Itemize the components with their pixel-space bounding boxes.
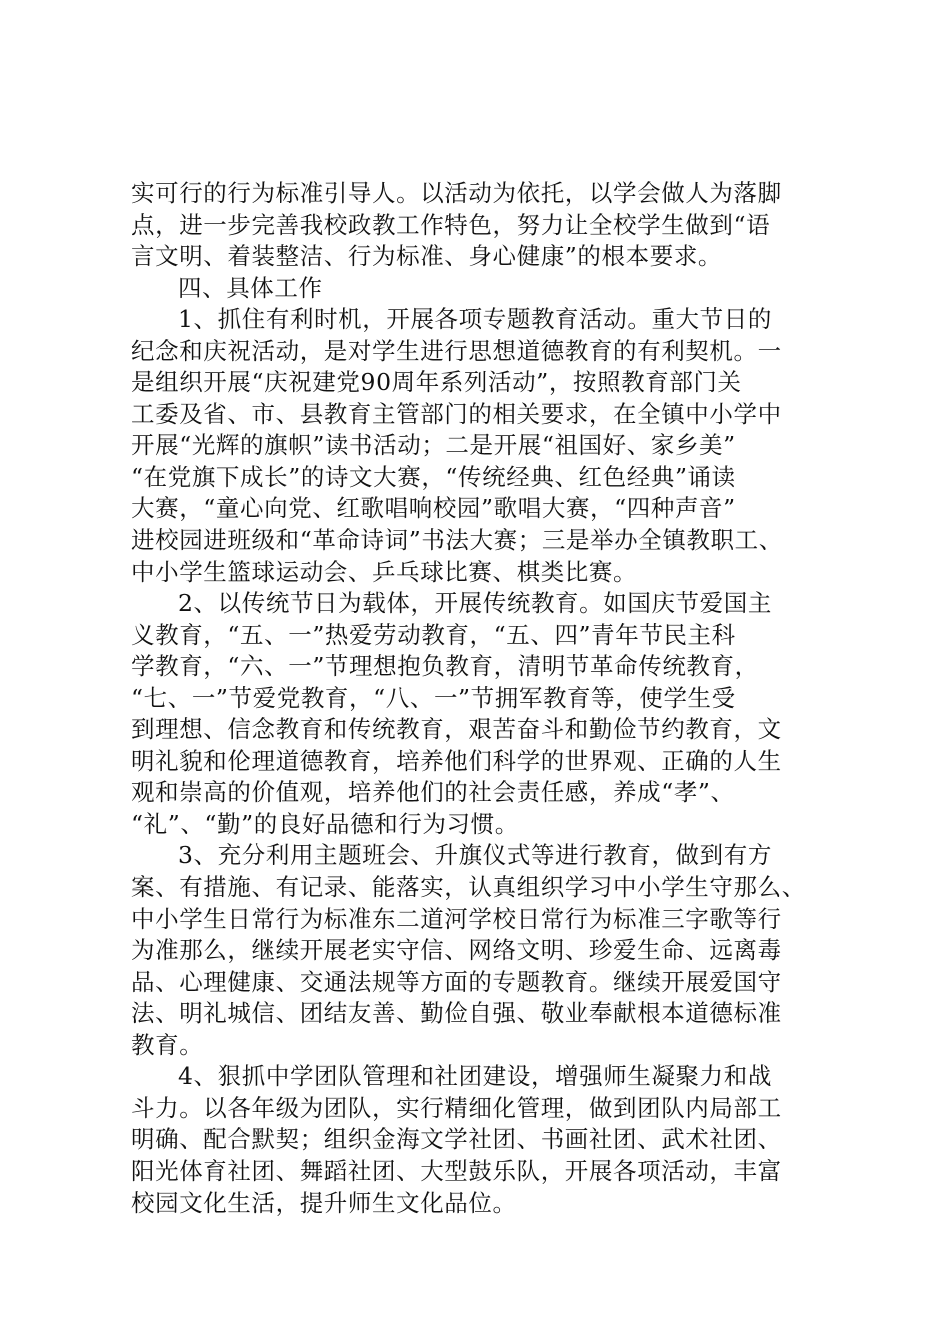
paragraph-2-start: 2、以传统节日为载体，开展传统教育。如国庆节爱国主	[178, 589, 772, 618]
paragraph-3-start: 3、充分利用主题班会、升旗仪式等进行教育，做到有方	[178, 841, 772, 870]
text-line: 学教育，“六、一”节理想抱负教育，清明节革命传统教育，	[131, 652, 759, 681]
document-body	[131, 178, 831, 1219]
text-line: 观和崇高的价值观，培养他们的社会责任感，养成“孝”、	[131, 778, 735, 807]
text-line: 到理想、信念教育和传统教育，艰苦奋斗和勤俭节约教育，文	[131, 715, 782, 744]
text-line: 教育。	[131, 1030, 204, 1059]
text-line: 案、有措施、有记录、能落实，认真组织学习中小学生守那么、	[131, 873, 806, 902]
text-line: “在党旗下成长”的诗文大赛，“传统经典、红色经典”诵读	[131, 462, 736, 491]
text-line: 斗力。以各年级为团队，实行精细化管理，做到团队内局部工	[131, 1093, 782, 1122]
text-line: “七、一”节爱党教育，“八、一”节拥军教育等，使学生受	[131, 683, 736, 712]
text-line: 义教育，“五、一”热爱劳动教育，“五、四”青年节民主科	[131, 620, 736, 649]
text-line: 校园文化生活，提升师生文化品位。	[131, 1188, 517, 1217]
paragraph-1-start: 1、抓住有利时机，开展各项专题教育活动。重大节日的	[178, 305, 772, 334]
text-line: 中小学生日常行为标准东二道河学校日常行为标准三字歌等行	[131, 904, 782, 933]
text-line: “礼”、“勤”的良好品德和行为习惯。	[131, 809, 519, 838]
text-line: 明确、配合默契；组织金海文学社团、书画社团、武术社团、	[131, 1125, 782, 1154]
text-line: 阳光体育社团、舞蹈社团、大型鼓乐队，开展各项活动，丰富	[131, 1156, 782, 1185]
text-line: 纪念和庆祝活动，是对学生进行思想道德教育的有利契机。一	[131, 336, 782, 365]
text-line: 进校园进班级和“革命诗词”书法大赛；三是举办全镇教职工、	[131, 526, 783, 555]
section-heading: 四、具体工作	[178, 273, 323, 302]
paragraph-4-start: 4、狠抓中学团队管理和社团建设，增强师生凝聚力和战	[178, 1062, 772, 1091]
text-line: 中小学生篮球运动会、乒乓球比赛、棋类比赛。	[131, 557, 638, 586]
text-line: 实可行的行为标准引导人。以活动为依托，以学会做人为落脚	[131, 179, 782, 207]
text-line: 法、明礼城信、团结友善、勤俭自强、敬业奉献根本道德标准	[131, 999, 782, 1028]
text-line: 点，进一步完善我校政教工作特色，努力让全校学生做到“语	[131, 210, 771, 239]
text-line: 是组织开展“庆祝建党90周年系列活动”，按照教育部门关	[131, 368, 742, 397]
text-line: 大赛，“童心向党、红歌唱响校园”歌唱大赛，“四种声音”	[131, 494, 736, 523]
text-line: 言文明、着装整洁、行为标准、身心健康”的根本要求。	[131, 242, 723, 271]
text-line: 明礼貌和伦理道德教育，培养他们科学的世界观、正确的人生	[131, 746, 782, 775]
text-line: 开展“光辉的旗帜”读书活动；二是开展“祖国好、家乡美”	[131, 431, 736, 460]
text-line: 为准那么，继续开展老实守信、网络文明、珍爱生命、远离毒	[131, 936, 782, 965]
text-line: 品、心理健康、交通法规等方面的专题教育。继续开展爱国守	[131, 967, 782, 996]
text-line: 工委及省、市、县教育主管部门的相关要求，在全镇中小学中	[131, 399, 782, 428]
